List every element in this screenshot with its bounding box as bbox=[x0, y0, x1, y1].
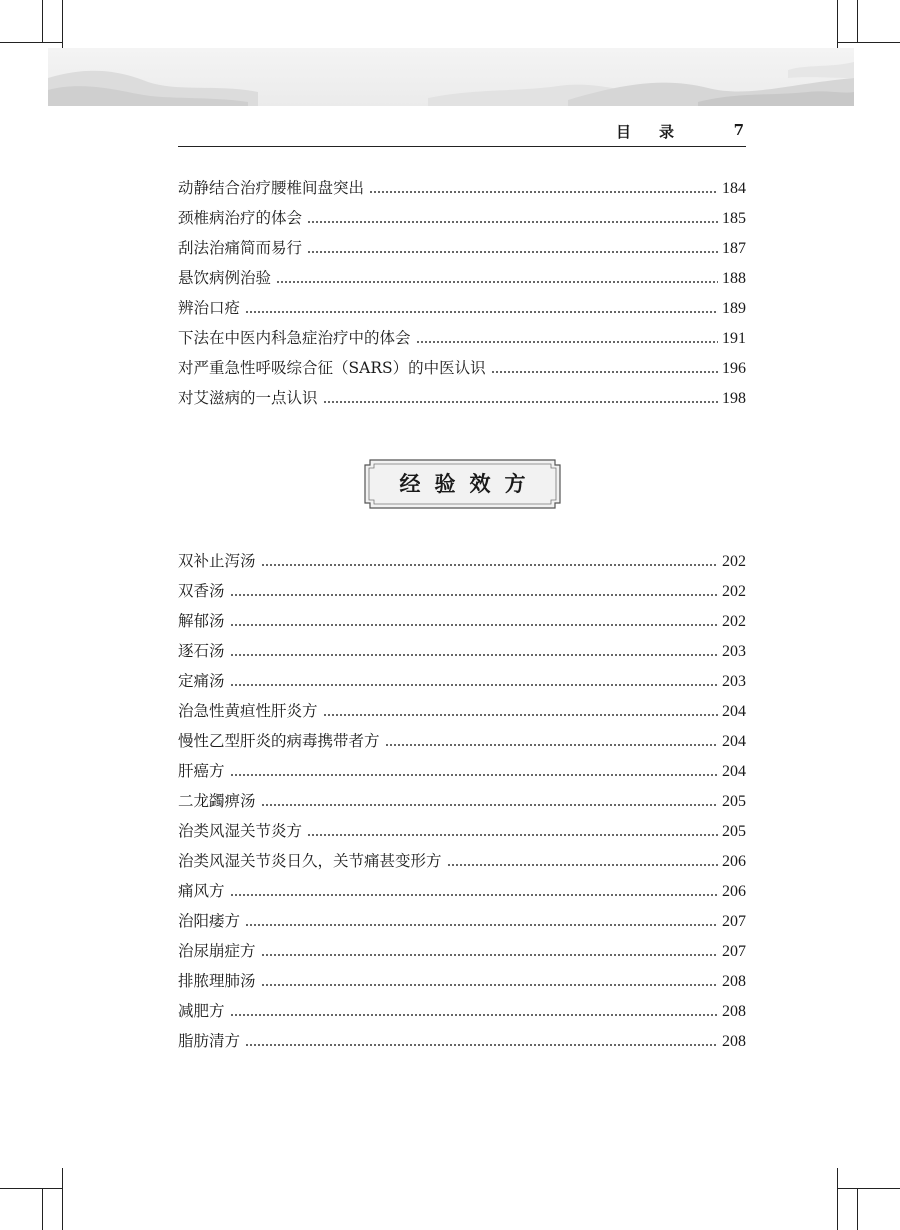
toc-entry-title: 双香汤 bbox=[178, 582, 225, 600]
toc-entry-title: 逐石汤 bbox=[178, 642, 225, 660]
dot-leader bbox=[307, 834, 718, 836]
dot-leader bbox=[307, 251, 718, 253]
toc-entry-title: 治类风湿关节炎方 bbox=[178, 822, 303, 840]
toc-entry-page: 206 bbox=[722, 853, 746, 870]
dot-leader bbox=[385, 744, 718, 746]
dot-leader bbox=[369, 191, 718, 193]
toc-entry-page: 187 bbox=[722, 240, 746, 257]
toc-entry[interactable] bbox=[178, 203, 746, 233]
toc-entry[interactable] bbox=[178, 293, 746, 323]
header-page-number: 7 bbox=[733, 121, 744, 139]
toc-entry[interactable] bbox=[178, 383, 746, 413]
header-title: 目录 bbox=[615, 123, 702, 141]
dot-leader bbox=[245, 311, 718, 313]
toc-entry[interactable] bbox=[178, 786, 746, 816]
toc-entry[interactable] bbox=[178, 353, 746, 383]
dot-leader bbox=[230, 684, 718, 686]
dot-leader bbox=[276, 281, 718, 283]
toc-entry[interactable] bbox=[178, 966, 746, 996]
toc-entry-page: 203 bbox=[722, 673, 746, 690]
dot-leader bbox=[230, 594, 718, 596]
toc-entry-title: 对艾滋病的一点认识 bbox=[178, 389, 318, 407]
toc-entry[interactable] bbox=[178, 173, 746, 203]
dot-leader bbox=[307, 221, 718, 223]
toc-entry-page: 204 bbox=[722, 703, 746, 720]
toc-entry-title: 定痛汤 bbox=[178, 672, 225, 690]
toc-entry[interactable] bbox=[178, 233, 746, 263]
dot-leader bbox=[491, 371, 718, 373]
section-title: 经验效方 bbox=[399, 471, 540, 496]
toc-entry[interactable] bbox=[178, 576, 746, 606]
toc-entry-page: 208 bbox=[722, 973, 746, 990]
toc-entry-title: 解郁汤 bbox=[178, 612, 225, 630]
toc-entry-page: 191 bbox=[722, 330, 746, 347]
toc-entry-page: 205 bbox=[722, 793, 746, 810]
toc-entry-page: 202 bbox=[722, 583, 746, 600]
dot-leader bbox=[245, 1044, 718, 1046]
toc-entry-title: 颈椎病治疗的体会 bbox=[178, 209, 303, 227]
toc-entry[interactable] bbox=[178, 906, 746, 936]
toc-entry-title: 治阳痿方 bbox=[178, 912, 241, 930]
dot-leader bbox=[416, 341, 718, 343]
dot-leader bbox=[230, 654, 718, 656]
dot-leader bbox=[323, 714, 718, 716]
toc-entry-page: 189 bbox=[722, 300, 746, 317]
toc-entry-title: 双补止泻汤 bbox=[178, 552, 256, 570]
toc-entry-page: 207 bbox=[722, 913, 746, 930]
toc-entry-page: 196 bbox=[722, 360, 746, 377]
toc-entry-title: 脂肪清方 bbox=[178, 1032, 241, 1050]
toc-entry-page: 208 bbox=[722, 1003, 746, 1020]
toc-entry-page: 204 bbox=[722, 763, 746, 780]
toc-entry[interactable] bbox=[178, 756, 746, 786]
toc-entry[interactable] bbox=[178, 936, 746, 966]
toc-entry-page: 185 bbox=[722, 210, 746, 227]
toc-entry-title: 治尿崩症方 bbox=[178, 942, 256, 960]
toc-entry-page: 184 bbox=[722, 180, 746, 197]
dot-leader bbox=[261, 564, 718, 566]
dot-leader bbox=[323, 401, 718, 403]
running-header bbox=[178, 118, 746, 147]
toc-entry-title: 二龙蠲痹汤 bbox=[178, 792, 256, 810]
toc-entry-page: 202 bbox=[722, 553, 746, 570]
toc-entry[interactable] bbox=[178, 846, 746, 876]
toc-entry-title: 肝癌方 bbox=[178, 762, 225, 780]
toc-entry-title: 下法在中医内科急症治疗中的体会 bbox=[178, 329, 411, 347]
toc-entry-title: 对严重急性呼吸综合征（SARS）的中医认识 bbox=[178, 359, 486, 377]
toc-entry-page: 208 bbox=[722, 1033, 746, 1050]
toc-entry[interactable] bbox=[178, 696, 746, 726]
toc-entry-title: 排脓理肺汤 bbox=[178, 972, 256, 990]
toc-entry[interactable] bbox=[178, 726, 746, 756]
toc-entry-page: 203 bbox=[722, 643, 746, 660]
toc-entry[interactable] bbox=[178, 546, 746, 576]
dot-leader bbox=[447, 864, 718, 866]
header-banner-decoration bbox=[48, 48, 854, 106]
dot-leader bbox=[261, 804, 718, 806]
toc-entry[interactable] bbox=[178, 996, 746, 1026]
dot-leader bbox=[245, 924, 718, 926]
toc-entry[interactable] bbox=[178, 323, 746, 353]
toc-entry[interactable] bbox=[178, 666, 746, 696]
toc-entry[interactable] bbox=[178, 876, 746, 906]
dot-leader bbox=[230, 1014, 718, 1016]
section-heading bbox=[364, 459, 561, 509]
toc-entry-page: 198 bbox=[722, 390, 746, 407]
toc-entry-page: 204 bbox=[722, 733, 746, 750]
toc-entry[interactable] bbox=[178, 1026, 746, 1056]
dot-leader bbox=[261, 984, 718, 986]
toc-entry-title: 痛风方 bbox=[178, 882, 225, 900]
dot-leader bbox=[230, 774, 718, 776]
toc-entry-page: 188 bbox=[722, 270, 746, 287]
toc-entry-page: 206 bbox=[722, 883, 746, 900]
toc-entry-title: 治类风湿关节炎日久，关节痛甚变形方 bbox=[178, 852, 442, 870]
toc-entry[interactable] bbox=[178, 606, 746, 636]
dot-leader bbox=[230, 894, 718, 896]
toc-entry-title: 治急性黄疸性肝炎方 bbox=[178, 702, 318, 720]
dot-leader bbox=[230, 624, 718, 626]
toc-entry-page: 205 bbox=[722, 823, 746, 840]
toc-entry-page: 202 bbox=[722, 613, 746, 630]
toc-entry-title: 悬饮病例治验 bbox=[178, 269, 272, 287]
toc-list-bottom bbox=[178, 546, 746, 1056]
toc-entry-title: 刮法治痛简而易行 bbox=[178, 239, 303, 257]
toc-entry[interactable] bbox=[178, 816, 746, 846]
toc-entry[interactable] bbox=[178, 263, 746, 293]
toc-entry-page: 207 bbox=[722, 943, 746, 960]
dot-leader bbox=[261, 954, 718, 956]
toc-list-top bbox=[178, 173, 746, 413]
toc-entry[interactable] bbox=[178, 636, 746, 666]
toc-entry-title: 辨治口疮 bbox=[178, 299, 241, 317]
toc-entry-title: 慢性乙型肝炎的病毒携带者方 bbox=[178, 732, 380, 750]
toc-entry-title: 减肥方 bbox=[178, 1002, 225, 1020]
toc-entry-title: 动静结合治疗腰椎间盘突出 bbox=[178, 179, 365, 197]
